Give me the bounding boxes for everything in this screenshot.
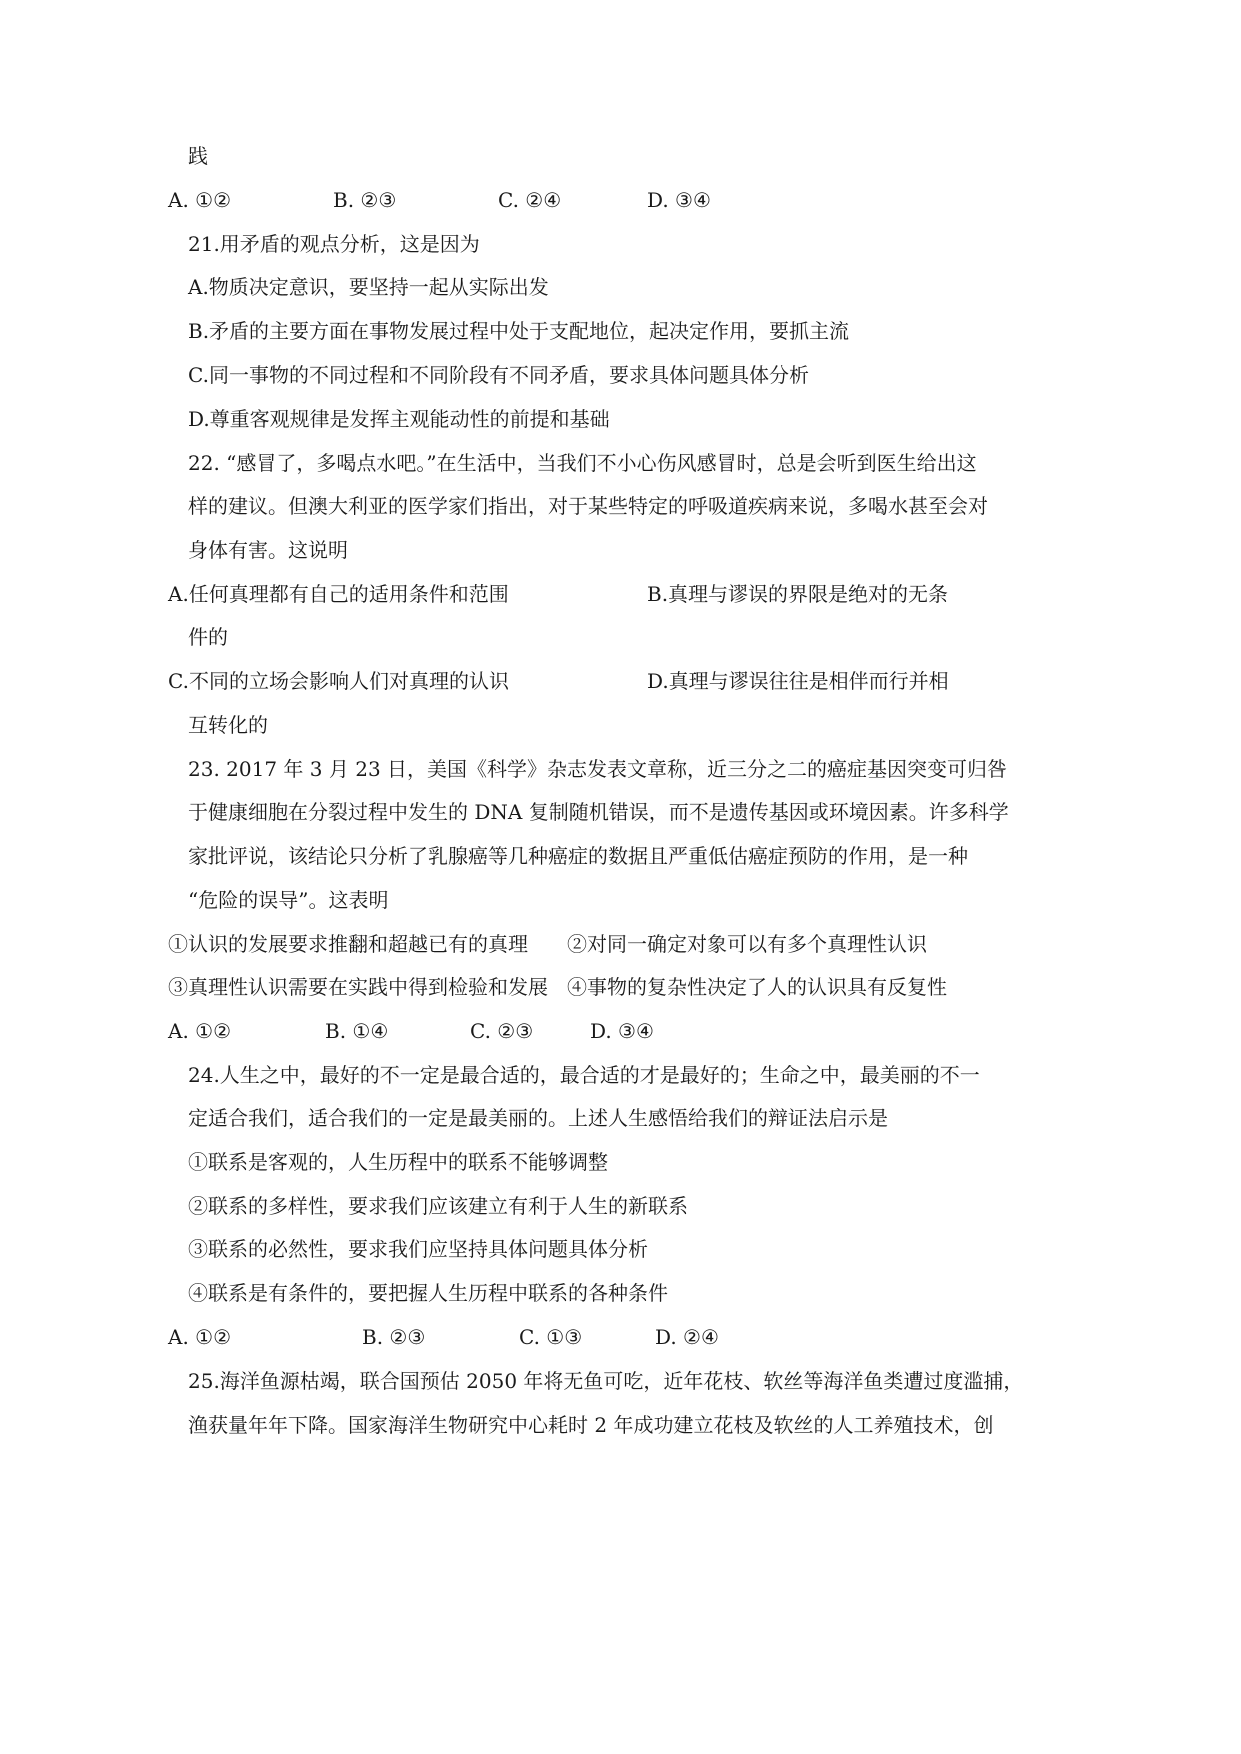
q24-statement-3: ③联系的必然性，要求我们应坚持具体问题具体分析 bbox=[188, 1237, 648, 1261]
q23-option-d: D. ③④ bbox=[590, 1019, 654, 1043]
q22-option-c: C.不同的立场会影响人们对真理的认识 bbox=[168, 669, 509, 693]
q23-statement-2: ②对同一确定对象可以有多个真理性认识 bbox=[567, 932, 927, 956]
q24-stem-line-2: 定适合我们，适合我们的一定是最美丽的。上述人生感悟给我们的辩证法启示是 bbox=[188, 1106, 888, 1130]
q24-option-b: B. ②③ bbox=[362, 1325, 426, 1349]
q23-stem-line-4: “危险的误导”。这表明 bbox=[188, 888, 389, 912]
q24-statement-1: ①联系是客观的，人生历程中的联系不能够调整 bbox=[188, 1150, 608, 1174]
q21-stem: 21.用矛盾的观点分析，这是因为 bbox=[188, 232, 480, 256]
q21-option-b: B.矛盾的主要方面在事物发展过程中处于支配地位，起决定作用，要抓主流 bbox=[188, 319, 850, 343]
q24-option-a: A. ①② bbox=[168, 1325, 232, 1349]
q25-stem-line-2: 渔获量年年下降。国家海洋生物研究中心耗时 2 年成功建立花枝及软丝的人工养殖技术，创 bbox=[188, 1413, 994, 1437]
q22-option-d: D.真理与谬误往往是相伴而行并相 bbox=[647, 669, 949, 693]
q22-stem-line-3: 身体有害。这说明 bbox=[188, 538, 348, 562]
q22-option-a: A.任何真理都有自己的适用条件和范围 bbox=[168, 582, 509, 606]
q20-option-b: B. ②③ bbox=[333, 188, 397, 212]
q23-statement-3: ③真理性认识需要在实践中得到检验和发展 bbox=[168, 975, 548, 999]
q21-option-d: D.尊重客观规律是发挥主观能动性的前提和基础 bbox=[188, 407, 610, 431]
q24-option-d: D. ②④ bbox=[655, 1325, 719, 1349]
q21-option-a: A.物质决定意识，要坚持一起从实际出发 bbox=[188, 275, 549, 299]
q20-option-d: D. ③④ bbox=[647, 188, 711, 212]
q22-option-b-continuation: 件的 bbox=[188, 625, 228, 649]
q20-stem-continuation: 践 bbox=[188, 144, 208, 168]
q22-stem-line-1: 22. “感冒了，多喝点水吧。”在生活中，当我们不小心伤风感冒时，总是会听到医生给出这 bbox=[188, 451, 977, 475]
q23-stem-line-1: 23. 2017 年 3 月 23 日，美国《科学》杂志发表文章称，近三分之二的癌症基因突变可归咎 bbox=[188, 757, 1008, 781]
q22-stem-line-2: 样的建议。但澳大利亚的医学家们指出，对于某些特定的呼吸道疾病来说，多喝水甚至会对 bbox=[188, 494, 988, 518]
q23-option-a: A. ①② bbox=[168, 1019, 232, 1043]
q24-option-c: C. ①③ bbox=[519, 1325, 583, 1349]
q23-statement-1: ①认识的发展要求推翻和超越已有的真理 bbox=[168, 932, 528, 956]
q22-option-d-continuation: 互转化的 bbox=[188, 713, 268, 737]
q24-stem-line-1: 24.人生之中，最好的不一定是最合适的，最合适的才是最好的；生命之中，最美丽的不一 bbox=[188, 1063, 980, 1087]
q22-option-b: B.真理与谬误的界限是绝对的无条 bbox=[647, 582, 949, 606]
q23-option-c: C. ②③ bbox=[470, 1019, 534, 1043]
q23-stem-line-2: 于健康细胞在分裂过程中发生的 DNA 复制随机错误，而不是遗传基因或环境因素。许多科学 bbox=[188, 800, 1009, 824]
q20-option-a: A. ①② bbox=[168, 188, 232, 212]
q23-statement-4: ④事物的复杂性决定了人的认识具有反复性 bbox=[567, 975, 947, 999]
q21-option-c: C.同一事物的不同过程和不同阶段有不同矛盾，要求具体问题具体分析 bbox=[188, 363, 809, 387]
q20-option-c: C. ②④ bbox=[498, 188, 562, 212]
q23-stem-line-3: 家批评说，该结论只分析了乳腺癌等几种癌症的数据且严重低估癌症预防的作用，是一种 bbox=[188, 844, 968, 868]
q24-statement-4: ④联系是有条件的，要把握人生历程中联系的各种条件 bbox=[188, 1281, 668, 1305]
q23-option-b: B. ①④ bbox=[325, 1019, 389, 1043]
q25-stem-line-1: 25.海洋鱼源枯竭，联合国预估 2050 年将无鱼可吃，近年花枝、软丝等海洋鱼类遭过度滥捕， bbox=[188, 1369, 1024, 1393]
q24-statement-2: ②联系的多样性，要求我们应该建立有利于人生的新联系 bbox=[188, 1194, 688, 1218]
